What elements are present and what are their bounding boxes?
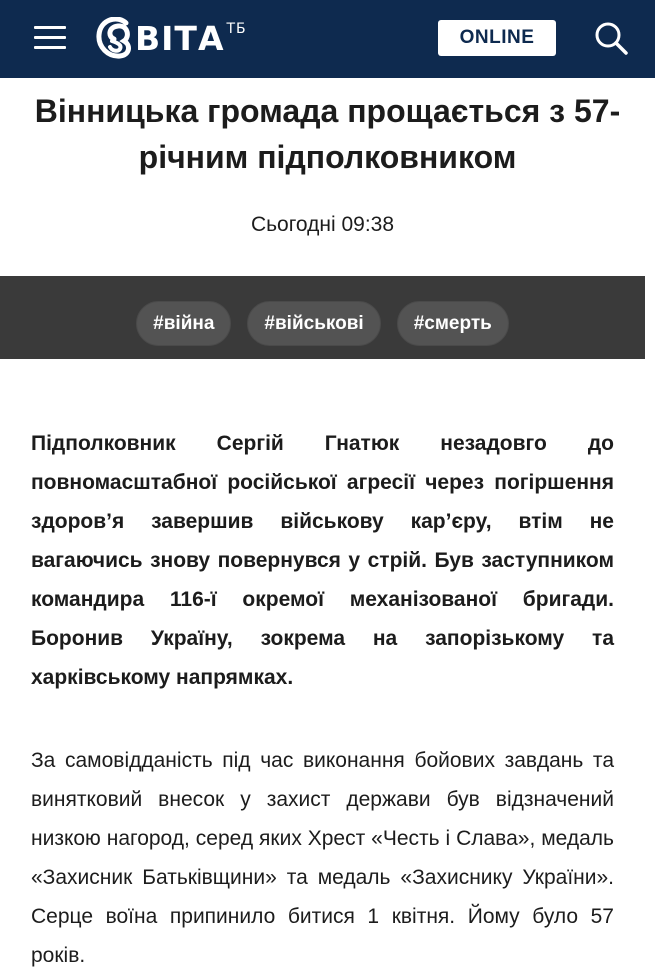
vita-logo-icon [96,17,132,59]
site-header [0,0,655,78]
logo-superscript: ТБ [226,21,247,37]
article-body-paragraph: За самовідданість під час виконання бойових завдань та винятковий внесок у захист держави був відзначений низкою нагород, серед яких Хрест «Честь і Слава», медаль «Захисник Батьківщини» та медаль «Захиснику України». Серце воїна припинило битися 1 квітня. Йому було 57 років. [31,749,614,967]
tag-military[interactable]: #військові [247,301,380,346]
article-date: Сьогодні 09:38 [250,213,395,236]
tag-war[interactable]: #війна [136,301,231,346]
hamburger-menu-icon[interactable] [34,26,66,50]
tag-death[interactable]: #смерть [397,301,509,346]
article-lead: Підполковник Сергій Гнатюк незадовго до повномасштабної російської агресії через погіршення здоров’я завершив військову кар’єру, втім не вагаючись знову повернувся у стрій. Був заступником командира 116-ї окремої механізованої бригади. Боронив Україну, зокрема на запорізькому та харківському напрямках. [31,432,614,689]
site-logo[interactable] [96,16,247,60]
search-icon[interactable] [594,21,628,55]
article-title: Вінницька громада прощається з 57-річним підполковником [34,93,621,175]
online-button[interactable]: ONLINE [438,20,556,56]
tags-bar [0,276,645,359]
tag-list [0,301,645,346]
logo-text: ВІТА [135,18,225,58]
